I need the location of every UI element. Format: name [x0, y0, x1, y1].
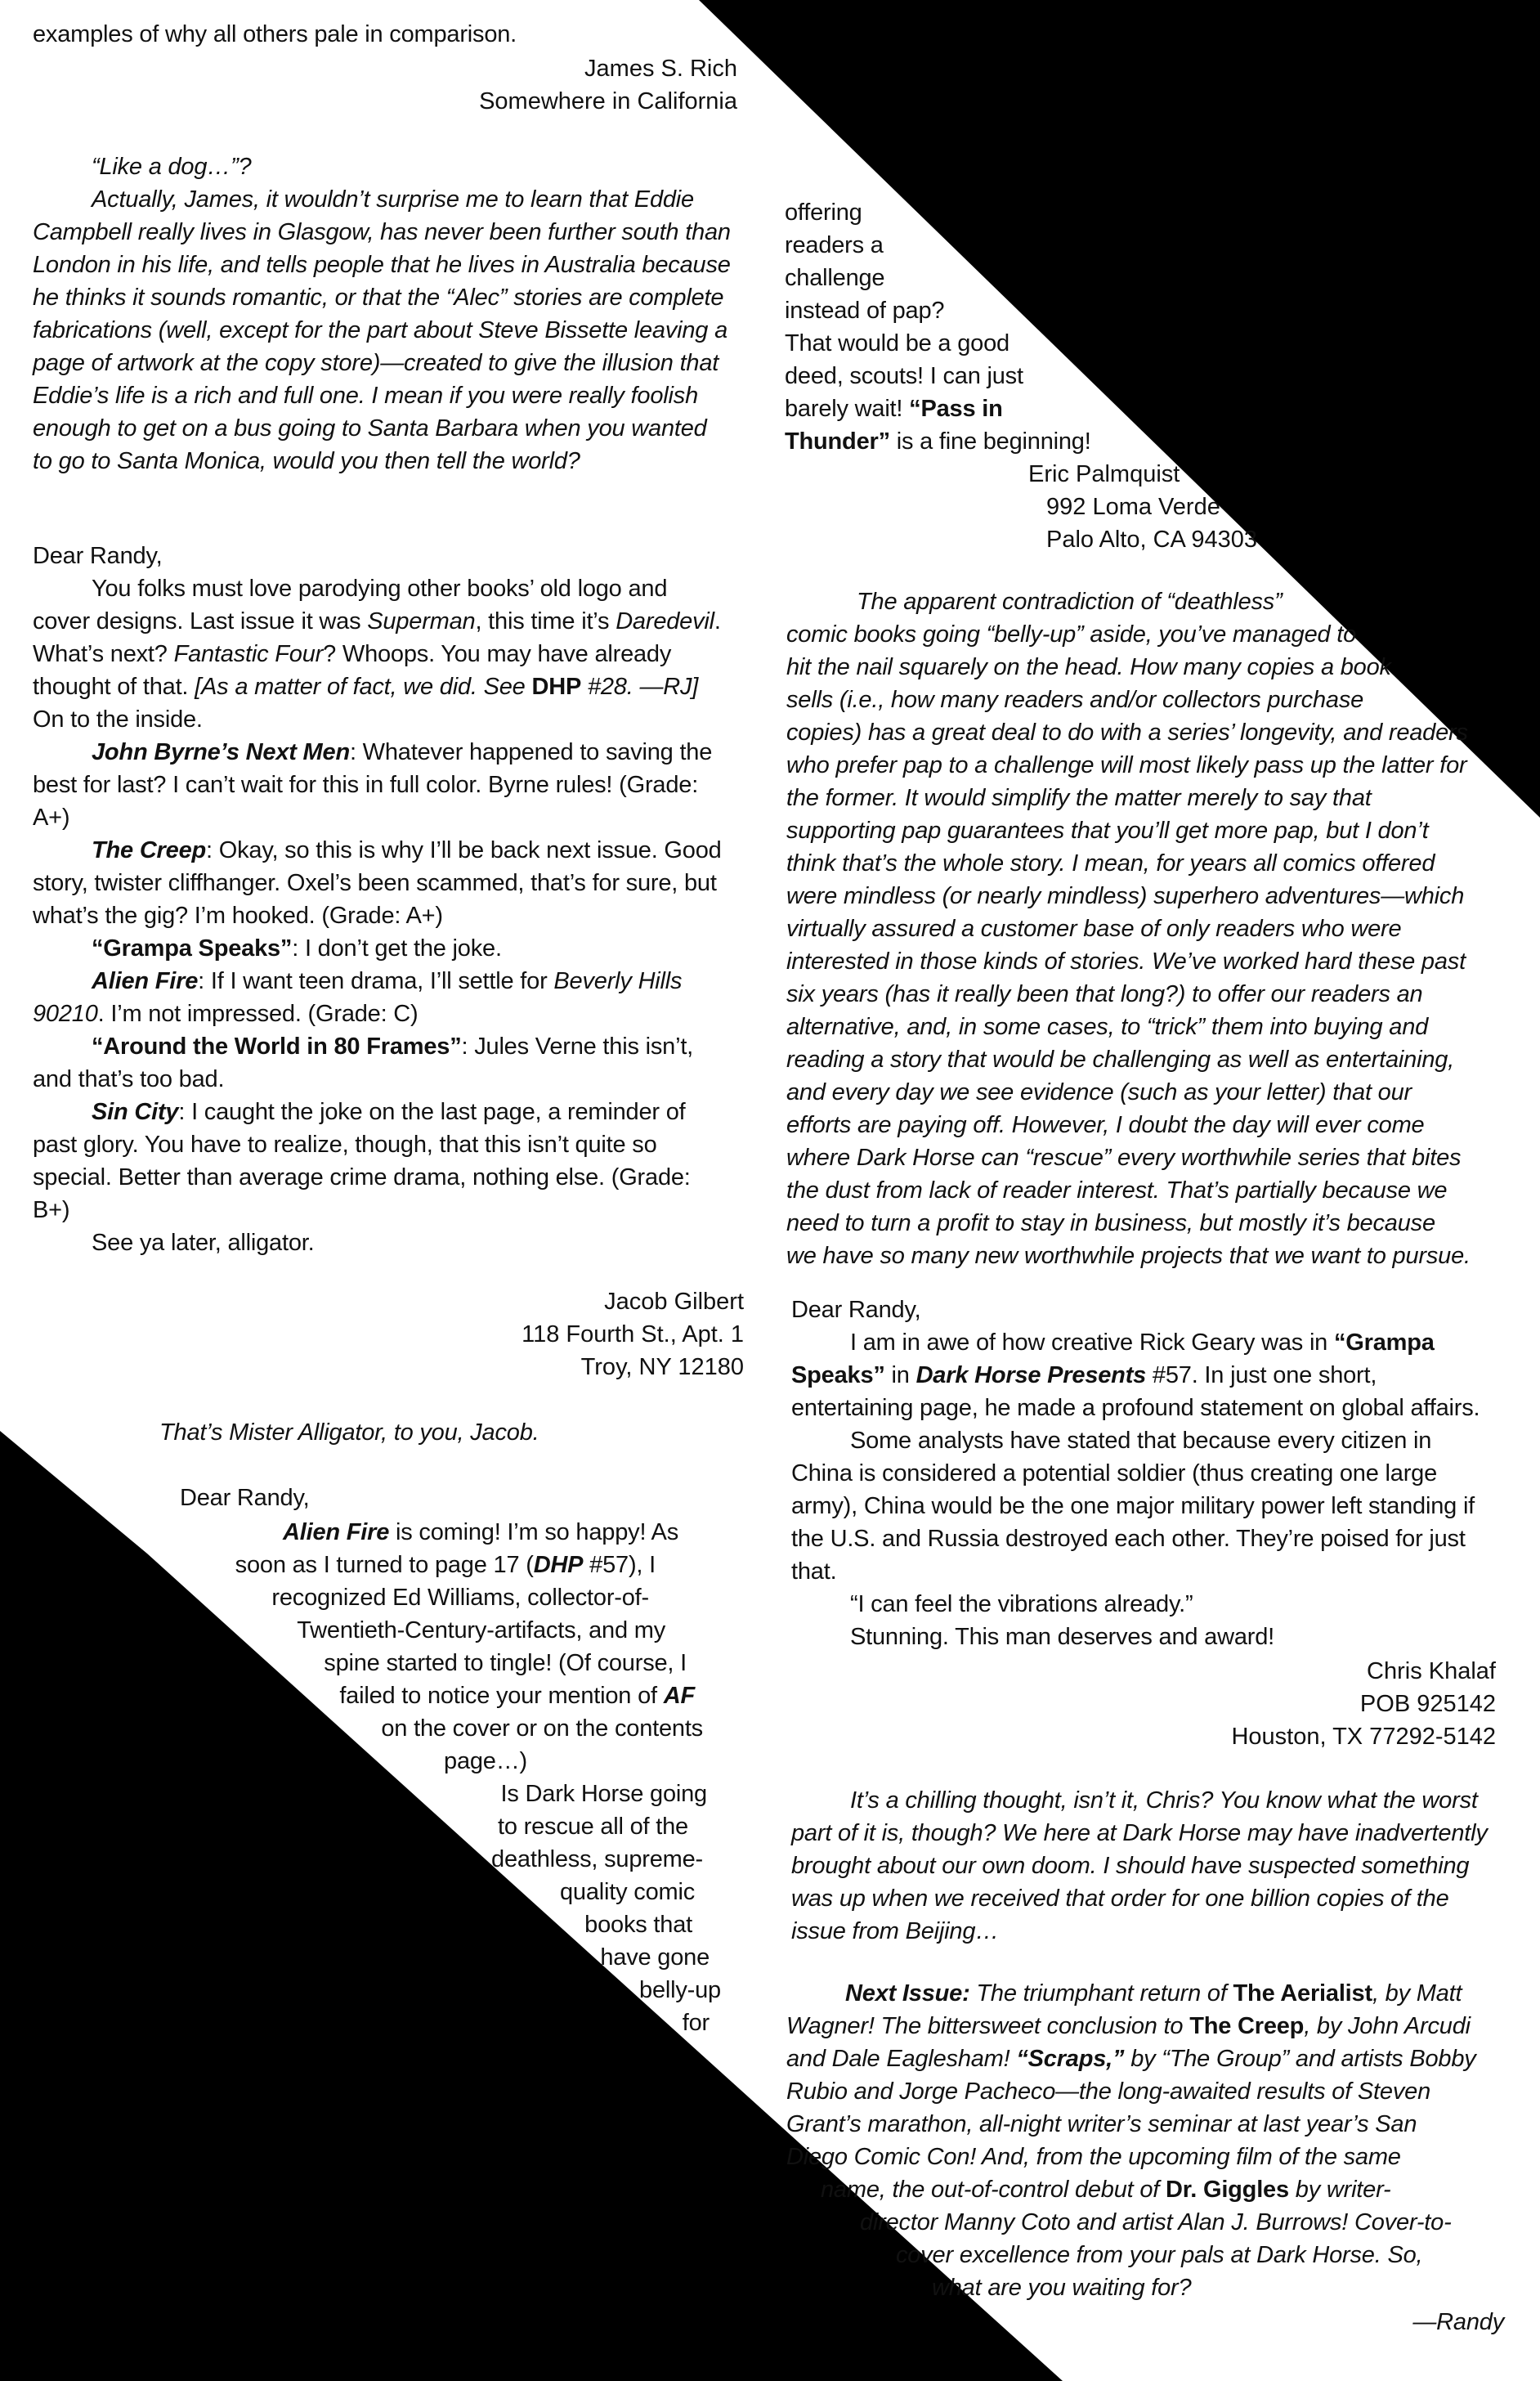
reply3: The apparent contradiction of “deathless” comic books going “belly-up” aside, you’ve managed to hit the nail squarely on the head. How many copies a book sells (i.e., how many readers and/or collectors purchase copies) has a great deal to do with a series’ longevity, and readers who prefer pap to a challenge will most likely pass up the latter for the former. It would simplify the matter merely to say that supporting pap guarantees that you’ll get more pap, but I don’t think that’s the whole story. I mean, for years all comics offered were mindless (or nearly mindless) superhero adventures—which virtually assured a customer base of only readers who were interested in those kinds of stories. We’ve worked hard these past six years (has it really been that long?) to offer our readers an alternative, and, in some cases, to “trick” them into buying and reading a story that would be challenging as well as entertaining, and every day we see evidence (such as your letter) that our efforts are paying off. However, I doubt the day will ever come where Dark Horse can “rescue” every worthwhile series that bites the dust from lack of reader interest. That’s partially because we need to turn a profit to stay in business, but mostly it’s because we have so many new worthwhile projects that we want to pursue. — [786, 589, 1471, 1269]
letter2-signature — [392, 1285, 744, 1383]
letter1-signature — [360, 52, 737, 118]
review-next-men: John Byrne’s Next Men: Whatever happened to saving the best for last? I can’t wait for this in full color. Byrne rules! (Grade: A+) — [33, 739, 713, 831]
letter4 — [791, 1294, 1494, 1653]
letter4-p1: I am in awe of how creative Rick Geary was in “Grampa Speaks” in Dark Horse Presents #57. In just one short, entertaining page, he made a profound statement on global affairs. — [791, 1330, 1480, 1421]
letter3-signature — [1028, 458, 1372, 556]
reply2: That’s Mister Alligator, to you, Jacob. — [159, 1419, 539, 1446]
letter2-closing: See ya later, alligator. — [92, 1230, 315, 1256]
letter4-signature — [1144, 1655, 1496, 1753]
review-alien-fire: Alien Fire: If I want teen drama, I’ll settle for Beverly Hills 90210. I’m not impressed. (Grade: C) — [33, 968, 683, 1027]
letter3-salutation-block — [180, 1482, 670, 1514]
letter3-right: offering readers a challenge instead of pap? That would be a good deed, scouts! I can just barely wait! “Pass in Thunder” is a fine beginning! — [785, 200, 1091, 455]
letter1-closing — [33, 18, 736, 51]
letter2-intro: You folks must love parodying other books’ old logo and cover designs. Last issue it was Superman, this time it’s Daredevil. What’s next? Fantastic Four? Whoops. You may have already thought of that. [As a matter of fact, we did. See DHP #28. —RJ] On to the inside. — [33, 576, 721, 733]
signature-city: Palo Alto, CA 94303 — [1046, 527, 1257, 553]
review-sin-city: Sin City: I caught the joke on the last page, a reminder of past glory. You have to realize, though, that this isn’t quite so special. Better than average crime drama, nothing else. (Grade: B+) — [33, 1099, 691, 1223]
next-issue-label: Next Issue: — [845, 1980, 970, 2007]
signature-address: 992 Loma Verde — [1046, 494, 1220, 520]
review-grampa: “Grampa Speaks”: I don’t get the joke. — [92, 935, 502, 962]
signature-city: Houston, TX 77292-5142 — [1231, 1724, 1496, 1750]
letter4-p2: Some analysts have stated that because every citizen in China is considered a potential soldier (thus creating one large army), China would be the one major military power left standing if the U.S. and Russia destroyed each other. They’re poised for just that. — [791, 1428, 1475, 1585]
next-issue-signoff: —Randy — [1412, 2309, 1504, 2335]
signature-address: POB 925142 — [1359, 1691, 1496, 1717]
signature-location: Somewhere in California — [479, 88, 737, 114]
reply1 — [33, 150, 732, 478]
letter4-p4: Stunning. This man deserves and award! — [850, 1624, 1275, 1650]
letter2-salutation: Dear Randy, — [33, 543, 163, 569]
signature-name: Jacob Gilbert — [604, 1289, 744, 1315]
review-around-world: “Around the World in 80 Frames”: Jules Verne this isn’t, and that’s too bad. — [33, 1034, 694, 1092]
letter3-salutation: Dear Randy, — [180, 1485, 310, 1511]
reply1-p2: Actually, James, it wouldn’t surprise me to learn that Eddie Campbell really lives in Glasgow, has never been further south than London in his life, and tells people that he lives in Australia because he thinks it sounds romantic, or that the “Alec” stories are complete fabrications (well, except for the part about Steve Bissette leaving a page of artwork at the copy store)—created to give the illusion that Eddie’s life is a rich and full one. I mean if you were really foolish enough to get on a bus going to Santa Barbara when you wanted to go to Santa Monica, would you then tell the world? — [33, 186, 731, 474]
next-issue: Next Issue: The triumphant return of The Aerialist, by Matt Wagner! The bittersweet conclusion to The Creep, by John Arcudi and Dale Eaglesham! “Scraps,” by “The Group” and artists Bobby Rubio and Jorge Pacheco—the long-awaited results of Steven Grant’s marathon, all-night writer’s seminar at last year’s San Diego Comic Con! And, from the upcoming film of the same name, the out-of-control debut of Dr. Giggles by writer- director Manny Coto and artist Alan J. Burrows! Cover-to- cover excellence from your pals at Dark Horse. So, what are you waiting for? — [786, 1980, 1476, 2301]
letter4-salutation: Dear Randy, — [791, 1297, 921, 1323]
letter2 — [33, 540, 727, 1259]
reply1-p1: “Like a dog…”? — [92, 154, 252, 180]
signature-name: Chris Khalaf — [1367, 1658, 1496, 1684]
letter4-p3: “I can feel the vibrations already.” — [850, 1591, 1193, 1617]
signature-city: Troy, NY 12180 — [580, 1354, 744, 1380]
signature-name: Eric Palmquist — [1028, 461, 1180, 487]
reply4: It’s a chilling thought, isn’t it, Chris? You know what the worst part of it is, though? We here at Dark Horse may have inadvertently brought about our own doom. I should have suspected something was up when we received that order for one billion copies of the issue from Beijing… — [791, 1787, 1488, 1944]
letter1-last-line: examples of why all others pale in comparison. — [33, 21, 517, 47]
signature-address: 118 Fourth St., Apt. 1 — [522, 1321, 744, 1347]
letter3-left: Alien Fire is coming! I’m so happy! As soon as I turned to page 17 (DHP #57), I recognized Ed Williams, collector-of- Twentieth-Century-artifacts, and my spine started to tingle! (Of course, I failed to notice your mention of AF on the cover or on the contents page…) Is Dark Horse going to rescue all of the deathless, supreme- quality comic books that have gone belly-up for — [235, 1519, 721, 2036]
signature-name: James S. Rich — [584, 56, 737, 82]
review-creep: The Creep: Okay, so this is why I’ll be back next issue. Good story, twister cliffhanger. Oxel’s been scammed, that’s for sure, but what’s the gig? I’m hooked. (Grade: A+) — [33, 837, 722, 929]
